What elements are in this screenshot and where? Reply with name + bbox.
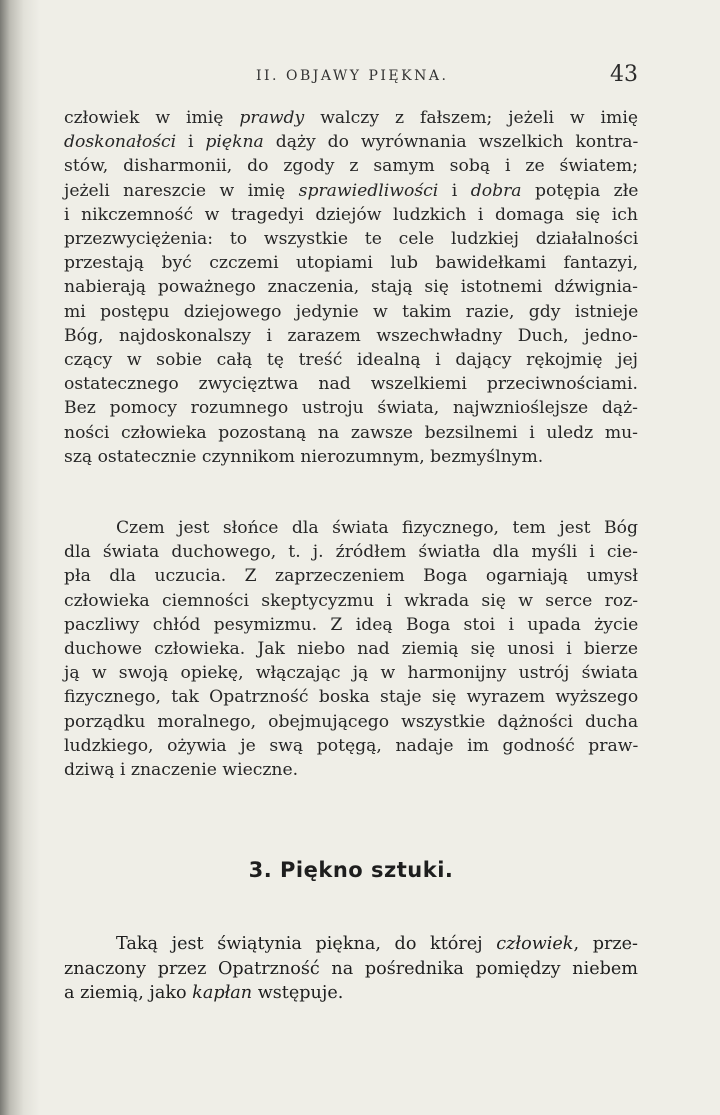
emphasis-sprawiedliwosci: sprawiedliwości	[298, 180, 439, 201]
paragraph-1	[64, 106, 638, 469]
text-line: jeżeli nareszcie w imię sprawiedliwości i dobra potępia złe	[64, 180, 639, 201]
page-header	[64, 62, 638, 92]
emphasis-czlowiek: człowiek	[496, 934, 574, 954]
text-line: człowieka ciemności skeptycyzmu i wkrada się w serce roz-	[64, 590, 639, 611]
text-line: ności człowieka pozostaną na zawsze bezsilnemi i uledz mu-	[64, 422, 638, 443]
text-line: Bez pomocy rozumnego ustroju świata, najwznioślejsze dąż-	[64, 398, 638, 419]
text-line: paczliwy chłód pesymizmu. Z ideą Boga stoi i upada życie	[64, 614, 639, 635]
text-line: przestają być czczemi utopiami lub bawidełkami fantazyi,	[64, 253, 639, 274]
text-line: przezwyciężenia: to wszystkie te cele ludzkiej działalności	[64, 229, 639, 250]
section-heading: 3. Piękno sztuki.	[248, 858, 454, 882]
text-line: fizycznego, tak Opatrzność boska staje się wyrazem wyższego	[64, 687, 639, 708]
page-number: 43	[610, 62, 638, 87]
emphasis-doskonalosci: doskonałości	[64, 132, 177, 153]
text-line: pła dla uczucia. Z zaprzeczeniem Boga ogarniają umysł	[64, 566, 638, 587]
emphasis-kaplan: kapłan	[192, 983, 253, 1003]
text-line: nabierają poważnego znaczenia, stają się istotnemi dźwignia-	[64, 277, 638, 298]
text-line: stów, disharmonii, do zgody z samym sobą i ze światem;	[64, 156, 638, 177]
text-line: dziwą i znaczenie wieczne.	[64, 760, 299, 781]
text-line: Czem jest słońce dla świata fizycznego, tem jest Bóg	[116, 518, 638, 538]
text-line: znaczony przez Opatrzność na pośrednika pomiędzy niebem	[64, 958, 638, 979]
emphasis-piekna: piękna	[205, 132, 264, 153]
text-line: i nikczemność w tragedyi dziejów ludzkich i domaga się ich	[64, 204, 638, 225]
text-line: człowiek w imię prawdy walczy z fałszem; jeżeli w imię	[64, 108, 638, 128]
text-line: ostatecznego zwycięztwa nad wszelkiemi przeciwnościami.	[64, 374, 638, 395]
text-line: porządku moralnego, obejmującego wszystkie dążności ducha	[64, 711, 639, 732]
text-line: duchowe człowieka. Jak niebo nad ziemią się unosi i bierze	[64, 639, 638, 660]
text-line: dla świata duchowego, t. j. źródłem światła dla myśli i cie-	[64, 542, 638, 563]
emphasis-prawdy: prawdy	[239, 108, 305, 128]
paragraph-2	[64, 516, 638, 782]
emphasis-dobra: dobra	[470, 180, 522, 201]
text-line: doskonałości i piękna dąży do wyrównania wszelkich kontra-	[64, 132, 639, 153]
text-line: ją w swoją opiekę, włączając ją w harmonijny ustrój świata	[64, 663, 638, 684]
text-line: ludzkiego, ożywia je swą potęgą, nadaje im godność praw-	[64, 735, 639, 756]
running-head: II. OBJAWY PIĘKNA.	[256, 68, 449, 84]
text-line: Bóg, najdoskonalszy i zarazem wszechwładny Duch, jedno-	[64, 325, 638, 346]
text-line: a ziemią, jako kapłan wstępuje.	[64, 983, 344, 1003]
text-line: Taką jest świątynia piękna, do której człowiek, prze-	[116, 934, 638, 954]
paragraph-3	[64, 932, 638, 1006]
text-line: szą ostatecznie czynnikom nierozumnym, bezmyślnym.	[64, 446, 544, 467]
text-line: mi postępu dziejowego jedynie w takim razie, gdy istnieje	[64, 301, 639, 322]
text-line: czący w sobie całą tę treść idealną i dający rękojmię jej	[64, 350, 638, 371]
